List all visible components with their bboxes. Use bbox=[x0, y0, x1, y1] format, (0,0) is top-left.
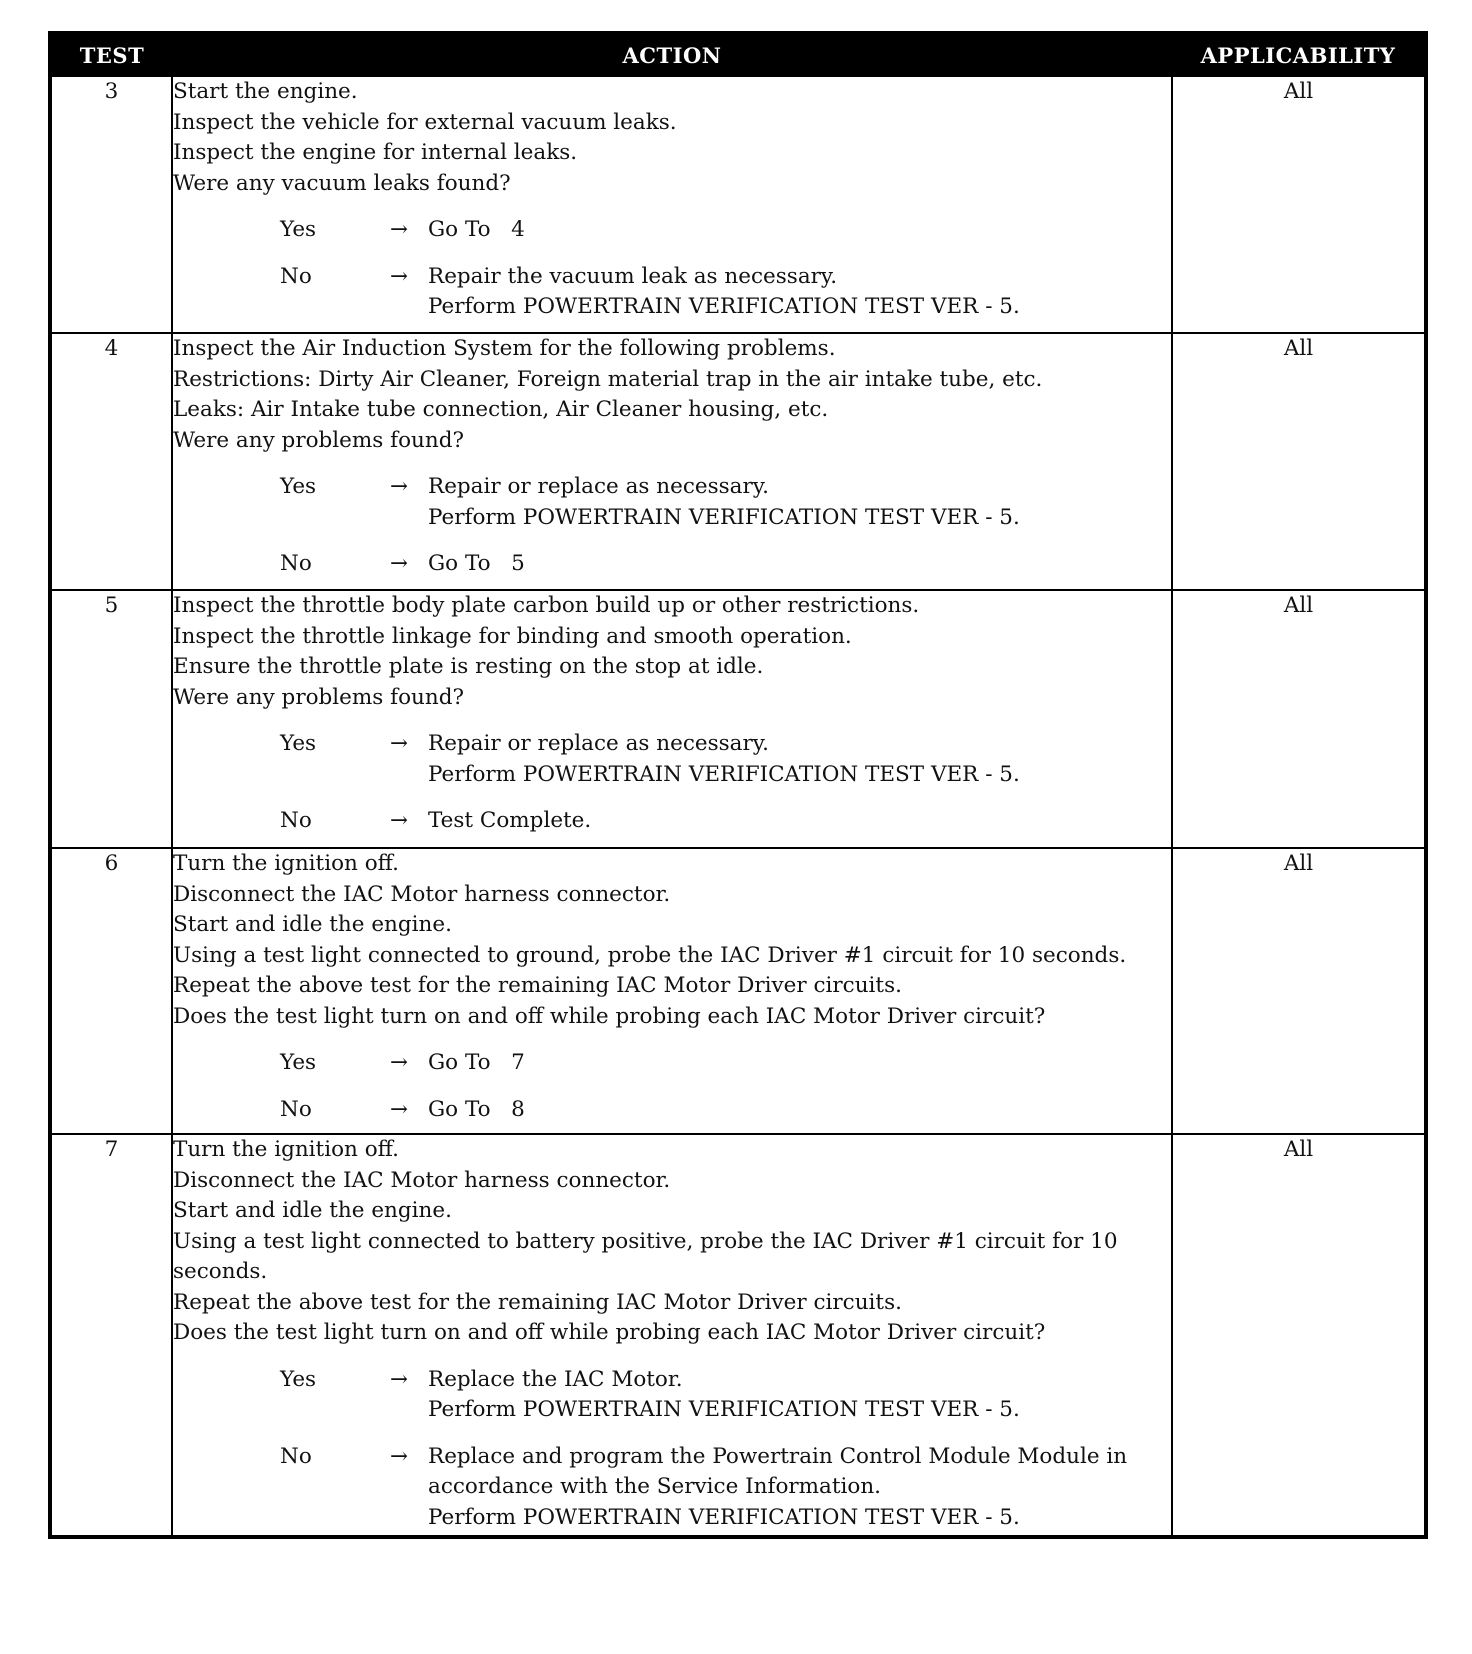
outcome-yes bbox=[280, 472, 1171, 533]
outcome-result bbox=[428, 215, 1171, 246]
result-line: Replace and program the Powertrain Control Module Module in bbox=[428, 1443, 1128, 1469]
action-step: Inspect the Air Induction System for the following problems. bbox=[173, 336, 836, 361]
action-step: Were any problems found? bbox=[173, 427, 465, 453]
diagnostic-test-table bbox=[48, 31, 1428, 1539]
result-line: Perform POWERTRAIN VERIFICATION TEST VER - 5. bbox=[428, 294, 1020, 319]
test-action bbox=[172, 76, 1172, 333]
test-row bbox=[50, 590, 1426, 848]
applicability-value: All bbox=[1172, 848, 1426, 1134]
outcome-yes bbox=[280, 1365, 1171, 1426]
action-step: Inspect the throttle linkage for binding and smooth operation. bbox=[173, 623, 852, 649]
outcome-yes bbox=[280, 1048, 1171, 1079]
result-line: Go To 5 bbox=[428, 551, 525, 576]
action-step: Restrictions: Dirty Air Cleaner, Foreign material trap in the air intake tube, etc. bbox=[173, 366, 1043, 392]
applicability-value: All bbox=[1172, 590, 1426, 848]
arrow-icon: → bbox=[390, 1443, 409, 1469]
test-action bbox=[172, 848, 1172, 1134]
test-action bbox=[172, 1134, 1172, 1537]
header-action: ACTION bbox=[172, 33, 1172, 76]
outcome-no bbox=[280, 262, 1171, 323]
test-number: 4 bbox=[50, 333, 172, 590]
action-step: Ensure the throttle plate is resting on the stop at idle. bbox=[173, 654, 764, 679]
outcome-no bbox=[280, 1095, 1171, 1126]
diagnostic-page bbox=[48, 31, 1424, 1539]
result-line: Go To 4 bbox=[428, 217, 525, 242]
arrow-icon: → bbox=[390, 551, 409, 576]
test-action bbox=[172, 590, 1172, 848]
action-step: Repeat the above test for the remaining IAC Motor Driver circuits. bbox=[173, 1289, 902, 1315]
arrow-icon: → bbox=[390, 263, 409, 289]
result-line: Perform POWERTRAIN VERIFICATION TEST VER - 5. bbox=[428, 1504, 1020, 1530]
outcome-no bbox=[280, 1442, 1171, 1534]
outcome-yes bbox=[280, 215, 1171, 246]
result-line: Perform POWERTRAIN VERIFICATION TEST VER - 5. bbox=[428, 1397, 1020, 1422]
outcome-no bbox=[280, 806, 1171, 837]
action-step: Inspect the vehicle for external vacuum leaks. bbox=[173, 109, 677, 135]
result-line: Go To 7 bbox=[428, 1050, 525, 1075]
arrow-icon: → bbox=[390, 1096, 409, 1122]
outcome-result bbox=[428, 1095, 1171, 1126]
outcome-yes bbox=[280, 729, 1171, 790]
result-line: Perform POWERTRAIN VERIFICATION TEST VER - 5. bbox=[428, 761, 1020, 787]
outcome-result bbox=[428, 1048, 1171, 1079]
action-step: Inspect the engine for internal leaks. bbox=[173, 140, 578, 165]
arrow-icon: → bbox=[390, 217, 409, 242]
answer-label: No bbox=[280, 1443, 312, 1469]
result-line: Perform POWERTRAIN VERIFICATION TEST VER - 5. bbox=[428, 504, 1020, 530]
applicability-value: All bbox=[1172, 333, 1426, 590]
answer-label: No bbox=[280, 1096, 312, 1122]
test-action bbox=[172, 333, 1172, 590]
outcome-result bbox=[428, 806, 1171, 837]
action-step: Turn the ignition off. bbox=[173, 851, 399, 876]
test-row bbox=[50, 76, 1426, 333]
action-step: Start the engine. bbox=[173, 79, 358, 104]
action-step: Were any vacuum leaks found? bbox=[173, 170, 511, 196]
action-step: Repeat the above test for the remaining IAC Motor Driver circuits. bbox=[173, 973, 902, 998]
result-line: Repair the vacuum leak as necessary. bbox=[428, 263, 838, 289]
action-step: Using a test light connected to battery positive, probe the IAC Driver #1 circuit for 10 bbox=[173, 1228, 1118, 1254]
answer-label: Yes bbox=[280, 731, 317, 756]
answer-label: Yes bbox=[280, 217, 317, 242]
action-step: Start and idle the engine. bbox=[173, 1198, 452, 1223]
action-step: Inspect the throttle body plate carbon build up or other restrictions. bbox=[173, 593, 920, 618]
table-header-row bbox=[50, 33, 1426, 76]
outcome-result bbox=[428, 729, 1171, 790]
answer-label: Yes bbox=[280, 474, 317, 499]
result-line: Test Complete. bbox=[428, 808, 592, 833]
action-step: Were any problems found? bbox=[173, 684, 465, 710]
test-number: 5 bbox=[50, 590, 172, 848]
answer-label: No bbox=[280, 551, 312, 576]
outcome-result bbox=[428, 1442, 1171, 1534]
action-step: Leaks: Air Intake tube connection, Air Cleaner housing, etc. bbox=[173, 397, 829, 422]
answer-label: No bbox=[280, 263, 312, 289]
result-line: Go To 8 bbox=[428, 1096, 525, 1122]
answer-label: Yes bbox=[280, 1050, 317, 1075]
test-number: 7 bbox=[50, 1134, 172, 1537]
action-step: Does the test light turn on and off while probing each IAC Motor Driver circuit? bbox=[173, 1320, 1046, 1345]
arrow-icon: → bbox=[390, 474, 409, 499]
test-row bbox=[50, 1134, 1426, 1537]
action-step: Turn the ignition off. bbox=[173, 1137, 399, 1162]
action-step: Disconnect the IAC Motor harness connector. bbox=[173, 1167, 671, 1193]
test-row bbox=[50, 333, 1426, 590]
action-step: Does the test light turn on and off while probing each IAC Motor Driver circuit? bbox=[173, 1003, 1046, 1029]
result-line: Repair or replace as necessary. bbox=[428, 474, 769, 499]
action-step: Using a test light connected to ground, probe the IAC Driver #1 circuit for 10 seconds. bbox=[173, 942, 1127, 968]
outcome-result bbox=[428, 1365, 1171, 1426]
action-step: Disconnect the IAC Motor harness connector. bbox=[173, 881, 671, 907]
action-step: Start and idle the engine. bbox=[173, 912, 452, 937]
answer-label: No bbox=[280, 808, 312, 833]
test-number: 3 bbox=[50, 76, 172, 333]
arrow-icon: → bbox=[390, 731, 409, 756]
test-row bbox=[50, 848, 1426, 1134]
action-step: seconds. bbox=[173, 1259, 268, 1284]
test-number: 6 bbox=[50, 848, 172, 1134]
outcome-result bbox=[428, 472, 1171, 533]
outcome-result bbox=[428, 262, 1171, 323]
answer-label: Yes bbox=[280, 1366, 317, 1392]
arrow-icon: → bbox=[390, 1050, 409, 1075]
outcome-no bbox=[280, 549, 1171, 580]
result-line: accordance with the Service Information. bbox=[428, 1474, 882, 1499]
arrow-icon: → bbox=[390, 1366, 409, 1392]
result-line: Repair or replace as necessary. bbox=[428, 731, 769, 756]
header-applicability: APPLICABILITY bbox=[1172, 33, 1426, 76]
applicability-value: All bbox=[1172, 1134, 1426, 1537]
arrow-icon: → bbox=[390, 808, 409, 833]
result-line: Replace the IAC Motor. bbox=[428, 1366, 683, 1392]
header-test: TEST bbox=[50, 33, 172, 76]
outcome-result bbox=[428, 549, 1171, 580]
applicability-value: All bbox=[1172, 76, 1426, 333]
